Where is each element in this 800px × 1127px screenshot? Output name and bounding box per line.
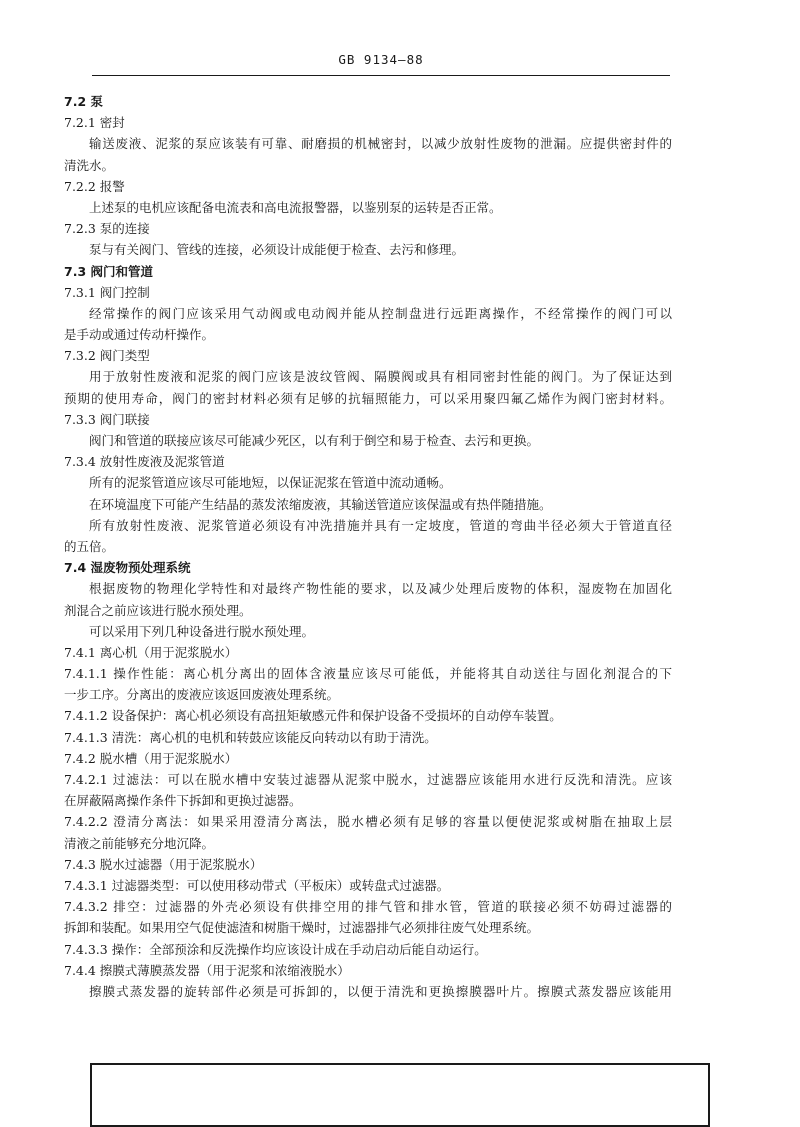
clause-line: 7.4.2.2 澄清分离法：如果采用澄清分离法，脱水槽必须有足够的容量以便使泥浆或树脂在抽取上层 [64, 814, 672, 830]
clause-line: 7.4.2.1 过滤法：可以在脱水槽中安装过滤器从泥浆中脱水，过滤器应该能用水进行反洗和清洗。应该 [64, 772, 672, 787]
section-heading: 7.2 泵 [64, 94, 103, 109]
paragraph-line: 清液之前能够充分地沉降。 [64, 835, 215, 851]
header-rule [92, 75, 670, 76]
clause-line: 7.3.1 阀门控制 [64, 284, 150, 300]
paragraph-line: 预期的使用寿命，阀门的密封材料必须有足够的抗辐照能力，可以采用聚四氟乙烯作为阀门密封材料。 [64, 390, 672, 406]
clause-line: 7.2.1 密封 [64, 115, 125, 131]
paragraph-line: 上述泵的电机应该配备电流表和高电流报警器，以鉴别泵的运转是否正常。 [89, 199, 502, 215]
bottom-frame-box [90, 1063, 710, 1127]
clause-line: 7.4.1.3 清洗：离心机的电机和转鼓应该能反向转动以有助于清洗。 [64, 729, 437, 745]
clause-line: 7.3.4 放射性废液及泥浆管道 [64, 454, 225, 470]
clause-line: 7.4.1.2 设备保护：离心机必须设有高扭矩敏感元件和保护设备不受损坏的自动停车装置。 [64, 708, 562, 724]
paragraph-line: 输送废液、泥浆的泵应该装有可靠、耐磨损的机械密封，以减少放射性废物的泄漏。应提供密封件的 [89, 136, 672, 152]
paragraph-line: 清洗水。 [64, 157, 115, 173]
document-body [64, 91, 672, 1002]
paragraph-line: 是手动或通过传动杆操作。 [64, 327, 215, 343]
section-heading: 7.4 湿废物预处理系统 [64, 560, 191, 576]
paragraph-line: 根据废物的物理化学特性和对最终产物性能的要求，以及减少处理后废物的体积，湿废物在加固化 [89, 581, 672, 597]
paragraph-line: 在环境温度下可能产生结晶的蒸发浓缩废液，其输送管道应该保温或有热伴随措施。 [89, 496, 552, 512]
paragraph-line: 擦膜式蒸发器的旋转部件必须是可拆卸的，以便于清洗和更换擦膜器叶片。擦膜式蒸发器应该能用 [89, 983, 672, 999]
paragraph-line: 在屏蔽隔离操作条件下拆卸和更换过滤器。 [64, 793, 302, 809]
paragraph-line: 的五倍。 [64, 538, 115, 554]
clause-line: 7.4.3.2 排空：过滤器的外壳必须设有供排空用的排气管和排水管，管道的联接必须不妨碍过滤器的 [64, 899, 672, 915]
paragraph-line: 泵与有关阀门、管线的连接，必须设计成能便于检查、去污和修理。 [89, 242, 465, 258]
paragraph-line: 剂混合之前应该进行脱水预处理。 [64, 602, 252, 618]
paragraph-line: 阀门和管道的联接应该尽可能减少死区，以有利于倒空和易于检查、去污和更换。 [89, 433, 540, 448]
clause-line: 7.3.3 阀门联接 [64, 411, 150, 427]
paragraph-line: 一步工序。分离出的废液应该返回废液处理系统。 [64, 687, 340, 703]
clause-line: 7.4.1.1 操作性能：离心机分离出的固体含液量应该尽可能低，并能将其自动送往与固化剂混合的下 [64, 666, 672, 682]
clause-line: 7.4.1 离心机（用于泥浆脱水） [64, 644, 238, 660]
paragraph-line: 经常操作的阀门应该采用气动阀或电动阀并能从控制盘进行远距离操作，不经常操作的阀门可以 [89, 305, 672, 321]
standard-code-header: GB 9134—88 [338, 52, 424, 67]
paragraph-line: 拆卸和装配。如果用空气促使滤渣和树脂干燥时，过滤器排气必须排往废气处理系统。 [64, 920, 540, 936]
clause-line: 7.2.2 报警 [64, 178, 125, 194]
clause-line: 7.4.3.3 操作：全部预涂和反洗操作均应该设计成在手动启动后能自动运行。 [64, 941, 487, 957]
clause-line: 7.2.3 泵的连接 [64, 221, 150, 237]
clause-line: 7.4.3.1 过滤器类型：可以使用移动带式（平板床）或转盘式过滤器。 [64, 877, 450, 893]
clause-line: 7.4.3 脱水过滤器（用于泥浆脱水） [64, 856, 263, 872]
section-heading: 7.3 阀门和管道 [64, 263, 153, 279]
paragraph-line: 所有的泥浆管道应该尽可能地短，以保证泥浆在管道中流动通畅。 [89, 475, 452, 491]
paragraph-line: 用于放射性废液和泥浆的阀门应该是波纹管阀、隔膜阀或具有相同密封性能的阀门。为了保证达到 [89, 369, 672, 385]
paragraph-line: 可以采用下列几种设备进行脱水预处理。 [89, 623, 315, 639]
clause-line: 7.4.4 擦膜式薄膜蒸发器（用于泥浆和浓缩液脱水） [64, 962, 350, 978]
clause-line: 7.3.2 阀门类型 [64, 348, 150, 364]
paragraph-line: 所有放射性废液、泥浆管道必须设有冲洗措施并具有一定坡度，管道的弯曲半径必须大于管道直径 [89, 517, 672, 533]
clause-line: 7.4.2 脱水槽（用于泥浆脱水） [64, 750, 238, 766]
